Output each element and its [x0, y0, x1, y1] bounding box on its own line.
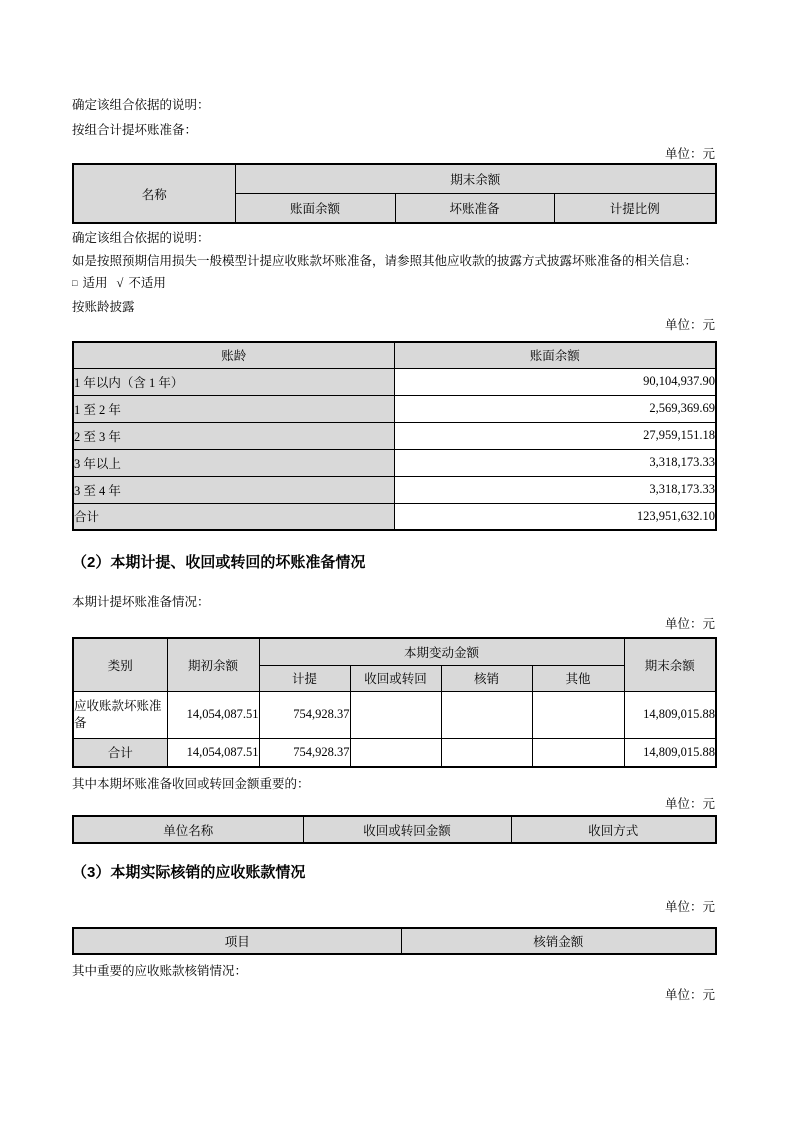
prov-col-writeoff: 核销	[441, 665, 532, 691]
prov-row-provision: 754,928.37	[259, 691, 350, 738]
applicability-line	[72, 276, 715, 292]
aging-row-value: 3,318,173.33	[394, 449, 716, 476]
writeoff-table	[72, 927, 717, 955]
prov-col-recover: 收回或转回	[350, 665, 441, 691]
aging-row-value: 3,318,173.33	[394, 476, 716, 503]
recovery-important-note: 其中本期坏账准备收回或转回金额重要的：	[72, 777, 310, 791]
applicable-label: 适用	[82, 276, 108, 290]
checkbox-icon: □	[72, 278, 78, 288]
unit-label-1: 单位：元	[664, 147, 715, 161]
prov-col-provision: 计提	[259, 665, 350, 691]
table-row	[73, 395, 716, 422]
aging-col-age: 账龄	[73, 342, 394, 368]
prov-col-change-group: 本期变动金额	[259, 638, 624, 665]
writeoff-col-amount: 核销金额	[401, 928, 716, 954]
table-row	[73, 476, 716, 503]
prov-total-recover	[350, 738, 441, 767]
combo-col-book-balance: 账面余额	[235, 193, 395, 223]
aging-row-value: 90,104,937.90	[394, 368, 716, 395]
aging-col-balance: 账面余额	[394, 342, 716, 368]
combo-basis-note-1: 确定该组合依据的说明：	[72, 98, 210, 112]
combo-basis-note-2: 确定该组合依据的说明：	[72, 231, 210, 245]
prov-total-provision: 754,928.37	[259, 738, 350, 767]
not-applicable-label: 不适用	[128, 276, 166, 290]
aging-total-value: 123,951,632.10	[394, 503, 716, 530]
table-row	[73, 449, 716, 476]
prov-row-recover	[350, 691, 441, 738]
combo-provision-table	[72, 163, 717, 224]
prov-total-opening: 14,054,087.51	[167, 738, 259, 767]
table-row	[73, 503, 716, 530]
section-heading-3: （3）本期实际核销的应收账款情况	[72, 864, 306, 881]
provision-movement-table	[72, 637, 717, 768]
prov-total-closing: 14,809,015.88	[624, 738, 716, 767]
writeoff-important-note: 其中重要的应收账款核销情况：	[72, 964, 248, 978]
aging-row-label: 1 至 2 年	[73, 395, 394, 422]
table-row	[73, 738, 716, 767]
prov-col-other: 其他	[532, 665, 624, 691]
combo-col-period-end: 期末余额	[235, 164, 716, 193]
recovery-col-entity: 单位名称	[73, 816, 303, 843]
aging-row-label: 1 年以内（含 1 年）	[73, 368, 394, 395]
aging-row-label: 2 至 3 年	[73, 422, 394, 449]
ecl-model-note: 如是按照预期信用损失一般模型计提应收账款坏账准备，请参照其他应收款的披露方式披露坏账准备的相关信息：	[72, 254, 698, 268]
prov-col-closing: 期末余额	[624, 638, 716, 691]
writeoff-col-item: 项目	[73, 928, 401, 954]
recovery-table	[72, 815, 717, 844]
prov-total-writeoff	[441, 738, 532, 767]
combo-col-name: 名称	[73, 164, 235, 223]
table-row	[73, 691, 716, 738]
combo-col-ratio: 计提比例	[554, 193, 716, 223]
aging-row-label: 3 至 4 年	[73, 476, 394, 503]
unit-label-4: 单位：元	[664, 797, 715, 811]
table-row	[73, 368, 716, 395]
recovery-col-amount: 收回或转回金额	[303, 816, 511, 843]
prov-row-closing: 14,809,015.88	[624, 691, 716, 738]
unit-label-2: 单位：元	[664, 318, 715, 332]
aging-total-label: 合计	[73, 503, 394, 530]
provision-situation-note: 本期计提坏账准备情况：	[72, 595, 210, 609]
prov-col-opening: 期初余额	[167, 638, 259, 691]
check-icon: √	[116, 276, 124, 290]
recovery-col-method: 收回方式	[511, 816, 716, 843]
prov-total-label: 合计	[73, 738, 167, 767]
prov-row-opening: 14,054,087.51	[167, 691, 259, 738]
unit-label-5: 单位：元	[664, 900, 715, 914]
prov-row-writeoff	[441, 691, 532, 738]
combo-provision-note: 按组合计提坏账准备：	[72, 123, 198, 137]
section-heading-2: （2）本期计提、收回或转回的坏账准备情况	[72, 554, 366, 571]
unit-label-3: 单位：元	[664, 617, 715, 631]
aging-row-value: 2,569,369.69	[394, 395, 716, 422]
aging-disclosure-note: 按账龄披露	[72, 300, 135, 314]
aging-table	[72, 341, 717, 531]
aging-row-value: 27,959,151.18	[394, 422, 716, 449]
prov-row-category: 应收账款坏账准备	[73, 691, 167, 738]
combo-col-bad-debt: 坏账准备	[395, 193, 554, 223]
prov-row-other	[532, 691, 624, 738]
unit-label-6: 单位：元	[664, 988, 715, 1002]
aging-row-label: 3 年以上	[73, 449, 394, 476]
prov-col-category: 类别	[73, 638, 167, 691]
table-row	[73, 422, 716, 449]
prov-total-other	[532, 738, 624, 767]
